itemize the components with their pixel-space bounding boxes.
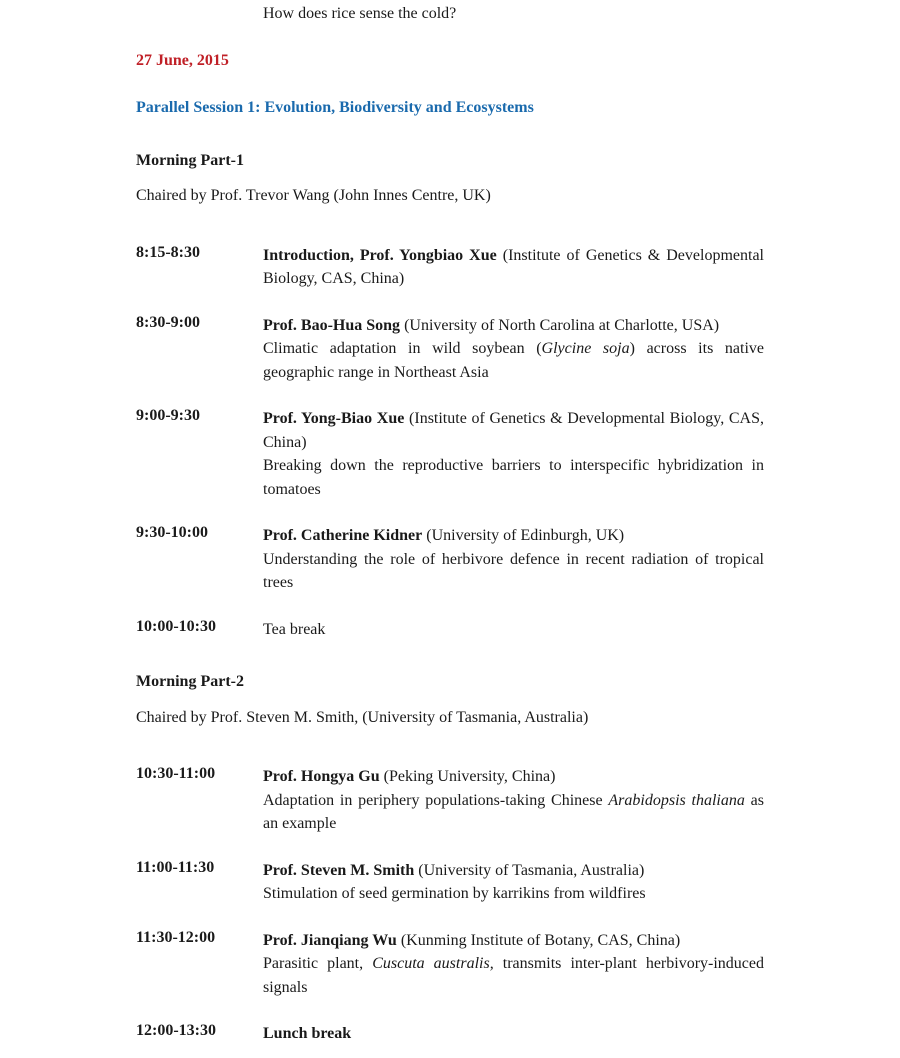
entry-paragraph [263,1022,764,1046]
section-entries [136,765,764,1046]
text-segment: Prof. Bao-Hua Song [263,316,401,334]
entry-paragraph [263,765,764,789]
entry-content [263,1022,764,1046]
schedule-entry [136,244,764,291]
schedule-entry [136,765,764,836]
entry-paragraph [263,789,764,836]
entry-content [263,244,764,291]
text-segment: Prof. Catherine Kidner [263,527,423,544]
text-segment: (University of North Carolina at Charlotte, USA) [400,316,720,334]
schedule-entry [136,618,764,642]
text-segment: Climatic adaptation in wild soybean ( [263,340,542,357]
text-segment: Prof. Hongya Gu [263,768,380,785]
schedule-entry [136,1022,764,1046]
schedule-section [136,149,764,642]
entry-paragraph [263,337,764,384]
entry-content [263,524,764,595]
page-continuation-text: How does rice sense the cold? [263,5,457,22]
text-segment: (Institute of Genetics & Developmental Biology, CAS, China) [263,246,764,287]
entry-time: 9:00-9:30 [136,407,200,424]
entry-time: 9:30-10:00 [136,524,208,541]
text-segment: Cuscuta australis, [372,955,494,972]
text-segment: Introduction, Prof. Yongbiao Xue [263,246,497,264]
entry-paragraph [263,454,764,501]
text-segment: (Institute of Genetics & Developmental Biology, CAS, China) [263,410,765,451]
entry-time: 11:30-12:00 [136,928,216,946]
entry-paragraph [263,524,764,548]
entry-paragraph [263,244,764,291]
section-chair: Chaired by Prof. Trevor Wang (John Innes Centre, UK) [136,187,491,204]
entry-paragraph [263,407,764,454]
text-segment: as an example [263,791,765,832]
text-segment: Prof. Jianqiang Wu [263,931,397,949]
schedule-entry [136,859,764,906]
text-segment: (Peking University, China) [379,768,556,785]
entry-paragraph [263,952,764,999]
session-heading: Parallel Session 1: Evolution, Biodiversity and Ecosystems [136,99,534,116]
section-title: Morning Part-2 [136,673,244,690]
section-title: Morning Part-1 [136,151,244,169]
text-segment: transmits inter-plant herbivory-induced signals [263,955,764,996]
text-segment: Lunch break [263,1025,352,1042]
section-entries [136,244,764,642]
text-segment: Understanding the role of herbivore defence in recent radiation of tropical trees [263,550,764,591]
entry-content [263,929,764,1000]
section-chair: Chaired by Prof. Steven M. Smith, (University of Tasmania, Australia) [136,708,589,726]
schedule-section [136,670,764,1046]
entry-paragraph [263,548,764,595]
text-segment: (Kunming Institute of Botany, CAS, China) [396,931,681,949]
date-heading: 27 June, 2015 [136,51,229,69]
entry-content [263,314,764,385]
schedule-entry [136,407,764,501]
entry-content [263,618,764,642]
entry-content [263,859,764,906]
text-segment: (University of Tasmania, Australia) [414,861,645,879]
text-segment: Arabidopsis thaliana [608,791,745,809]
text-segment: Breaking down the reproductive barriers to interspecific hybridization in tomatoes [263,457,764,498]
schedule-sections [136,149,764,1046]
entry-content [263,765,764,836]
text-segment: ) across its native geographic range in Northeast Asia [263,340,765,381]
text-segment: Parasitic plant, [263,955,373,972]
entry-time: 12:00-13:30 [136,1022,216,1039]
entry-time: 8:15-8:30 [136,243,200,261]
entry-time: 10:00-10:30 [136,617,216,635]
text-segment: (University of Edinburgh, UK) [422,527,625,544]
text-segment: Prof. Yong-Biao Xue [263,410,405,427]
schedule-entry [136,929,764,1000]
schedule-entry [136,524,764,595]
text-segment: Prof. Steven M. Smith [263,861,415,879]
text-segment: Stimulation of seed germination by karrikins from wildfires [263,885,646,902]
entry-paragraph [263,859,764,883]
entry-paragraph [263,618,764,642]
text-segment: Glycine soja [541,340,630,357]
entry-paragraph [263,882,764,906]
text-segment: Adaptation in periphery populations-taking Chinese [263,791,609,809]
entry-paragraph [263,314,764,338]
entry-content [263,407,764,501]
schedule-entry [136,314,764,385]
entry-time: 10:30-11:00 [136,765,216,782]
entry-time: 8:30-9:00 [136,313,200,331]
entry-paragraph [263,929,764,953]
text-segment: Tea break [263,620,326,638]
entry-time: 11:00-11:30 [136,858,215,876]
